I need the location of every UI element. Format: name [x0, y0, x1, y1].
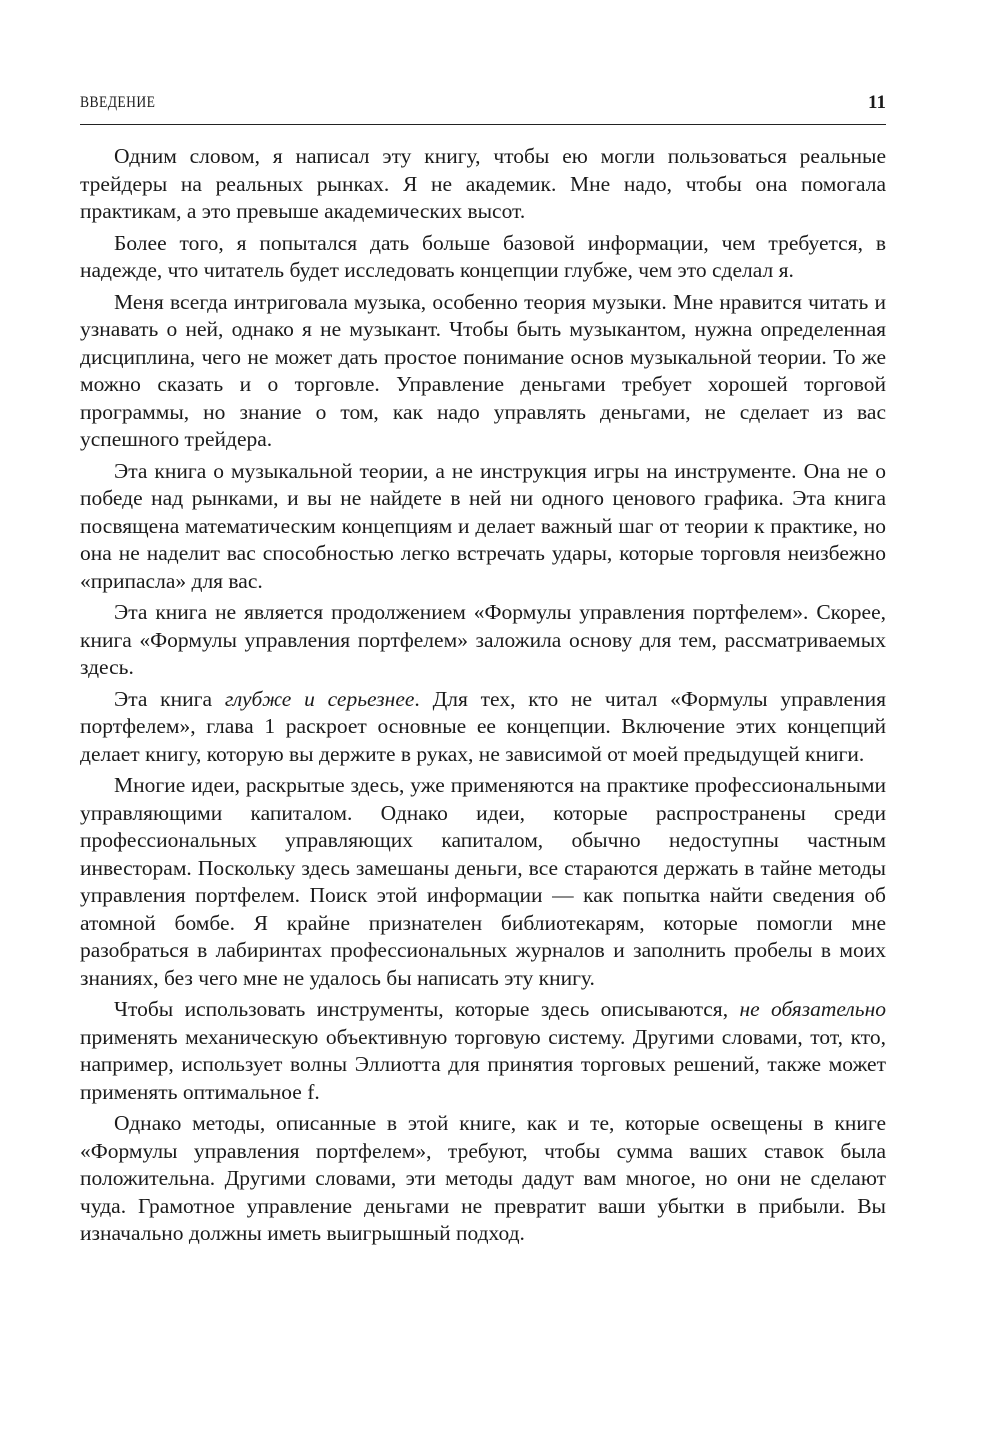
- section-title: ВВЕДЕНИЕ: [80, 94, 156, 111]
- paragraph-4: Эта книга о музыкальной теории, а не инструкция игры на инструменте. Она не о победе над рынками, и вы не найдете в ней ни одного ценового графика. Эта книга посвящена математическим концепциям и делает важный шаг от теории к практике, но она не наделит вас способностью легко встречать удары, которые торговля неизбежно «припасла» для вас.: [80, 458, 886, 593]
- paragraph-6-text-start: Эта книга: [114, 686, 225, 711]
- paragraph-1: Одним словом, я написал эту книгу, чтобы ею могли пользоваться реальные трейдеры на реальных рынках. Я не академик. Мне надо, чтобы она помогала практикам, а это превыше академических высот.: [80, 144, 886, 223]
- paragraph-6-text-end: . Для тех, кто не читал «Формулы управления портфелем», глава 1 раскроет основные ее концепции. Включение этих концепций делает книгу, которую вы держите в руках, не зависимой от моей предыдущей книги.: [80, 686, 887, 766]
- paragraph-6-emphasis: глубже и серьезнее: [224, 686, 415, 711]
- book-page: [80, 0, 886, 1447]
- paragraph-8-text-end: применять механическую объективную торговую систему. Другими словами, тот, кто, например, использует волны Эллиотта для принятия торговых решений, также может применять оптимальное f.: [80, 1024, 886, 1104]
- paragraph-7: Многие идеи, раскрытые здесь, уже применяются на практике профессиональными управляющими капиталом. Однако идеи, которые распространены среди профессиональных управляющих капиталом, обычно недоступны частным инвесторам. Поскольку здесь замешаны деньги, все стараются держать в тайне методы управления портфелем. Поиск этой информации — как попытка найти сведения об атомной бомбе. Я крайне признателен библиотекарям, которые помогли мне разобраться в лабиринтах профессиональных журналов и заполнить пробелы в моих знаниях, без чего мне не удалось бы написать эту книгу.: [80, 773, 886, 990]
- page-number: 11: [868, 92, 886, 113]
- paragraph-6: [80, 686, 886, 769]
- paragraph-8: [80, 996, 886, 1106]
- running-header: [80, 92, 886, 125]
- body-text: [80, 143, 886, 1252]
- paragraph-3: Меня всегда интриговала музыка, особенно теория музыки. Мне нравится читать и узнавать о ней, однако я не музыкант. Чтобы быть музыкантом, нужна определенная дисциплина, чего не может дать простое понимание основ музыкальной теории. То же можно сказать и о торговле. Управление деньгами требует хорошей торговой программы, но знание о том, как надо управлять деньгами, не сделает из вас успешного трейдера.: [80, 289, 886, 451]
- paragraph-8-emphasis: не обязательно: [739, 997, 886, 1021]
- paragraph-8-text-start: Чтобы использовать инструменты, которые здесь описываются,: [114, 997, 740, 1021]
- paragraph-2: Более того, я попытался дать больше базовой информации, чем требуется, в надежде, что читатель будет исследовать концепции глубже, чем это сделал я.: [80, 230, 886, 282]
- paragraph-9: Однако методы, описанные в этой книге, как и те, которые освещены в книге «Формулы управления портфелем», требуют, чтобы сумма ваших ставок была положительна. Другими словами, эти методы дадут вам многое, но они не сделают чуда. Грамотное управление деньгами не превратит ваши убытки в прибыли. Вы изначально должны иметь выигрышный подход.: [80, 1111, 886, 1245]
- paragraph-5: Эта книга не является продолжением «Формулы управления портфелем». Скорее, книга «Формулы управления портфелем» заложила основу для тем, рассматриваемых здесь.: [80, 600, 886, 679]
